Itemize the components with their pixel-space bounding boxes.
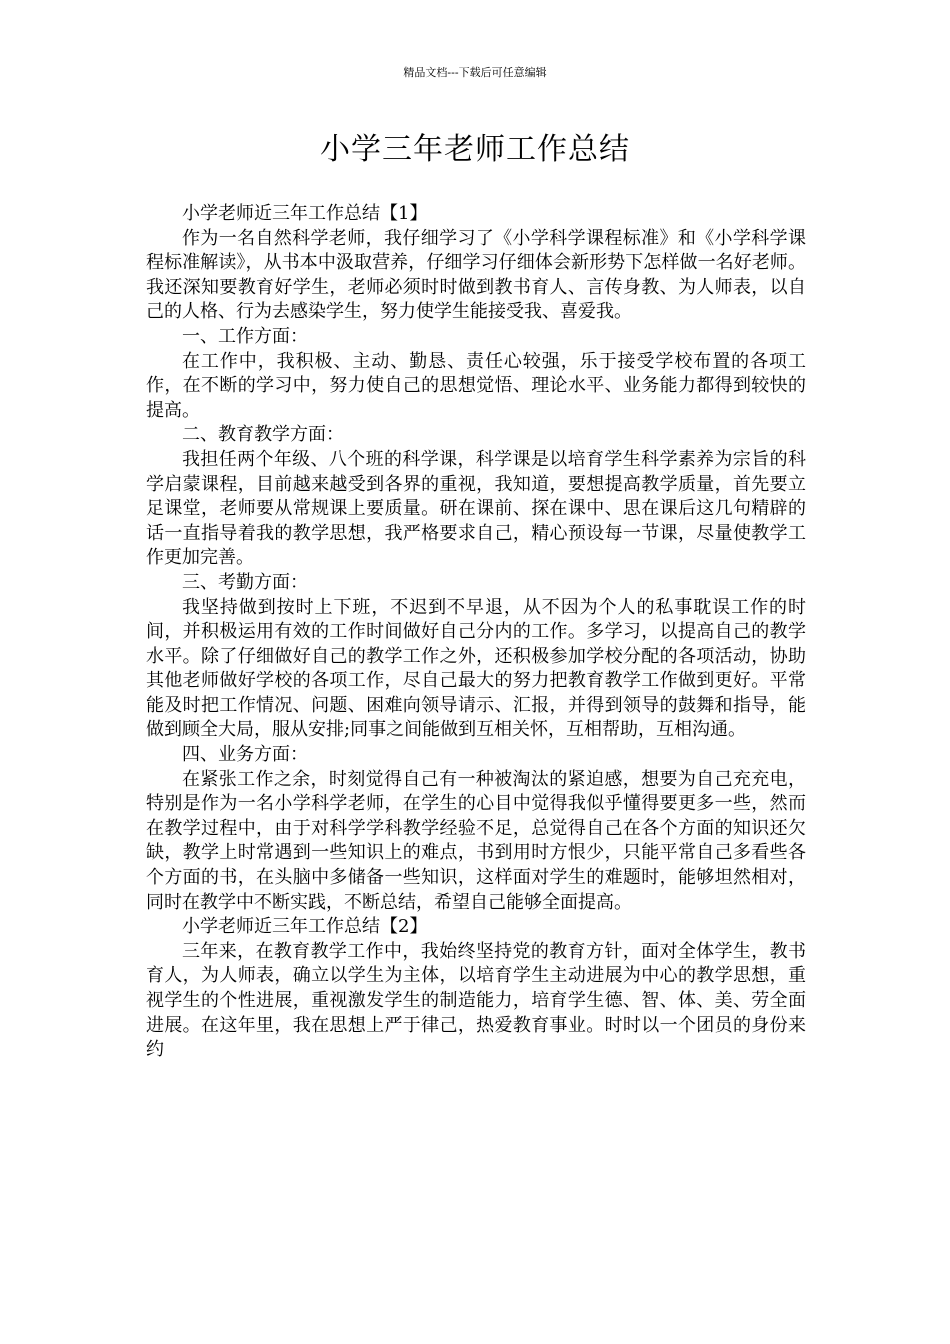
paragraph: 三年来，在教育教学工作中，我始终坚持党的教育方针，面对全体学生，教书育人，为人师表，确立以学生为主体，以培育学生主动进展为中心的教学思想，重视学生的个性进展，重视激发学生的制造能力，培育学生德、智、体、美、劳全面进展。在这年里，我在思想上严于律己，热爱教育事业。时时以一个团员的身份来约: [146, 940, 806, 1061]
paragraph: 作为一名自然科学老师，我仔细学习了《小学科学课程标准》和《小学科学课程标准解读》，从书本中汲取营养，仔细学习仔细体会新形势下怎样做一名好老师。我还深知要教育好学生，老师必须时时做到教书育人、言传身教、为人师表，以自己的人格、行为去感染学生，努力使学生能接受我、喜爱我。: [146, 227, 806, 323]
subsection-heading: 二、教育教学方面：: [182, 424, 344, 446]
paragraph: 我坚持做到按时上下班，不迟到不早退，从不因为个人的私事耽误工作的时间，并积极运用有效的工作时间做好自己分内的工作。多学习，以提高自己的教学水平。除了仔细做好自己的教学工作之外，还积极参加学校分配的各项活动，协助其他老师做好学校的各项工作，尽自己最大的努力把教育教学工作做到更好。平常能及时把工作情况、问题、困难向领导请示、汇报，并得到领导的鼓舞和指导，能做到顾全大局，服从安排;同事之间能做到互相关怀，互相帮助，互相沟通。: [146, 596, 806, 741]
section-heading: 小学老师近三年工作总结【1】: [182, 203, 428, 224]
subsection-heading: 一、工作方面：: [182, 325, 308, 347]
paragraph: 在工作中，我积极、主动、勤恳、责任心较强，乐于接受学校布置的各项工作，在不断的学习中，努力使自己的思想觉悟、理论水平、业务能力都得到较快的提高。: [146, 350, 806, 421]
section-heading: 小学老师近三年工作总结【2】: [182, 916, 428, 938]
page-title: 小学三年老师工作总结: [320, 132, 630, 167]
subsection-heading: 四、业务方面：: [182, 744, 308, 766]
subsection-heading: 三、考勤方面：: [182, 571, 308, 593]
document-body: [146, 202, 806, 1063]
header-note: 精品文档---下载后可任意编辑: [403, 66, 547, 79]
paragraph: 我担任两个年级、八个班的科学课，科学课是以培育学生科学素养为宗旨的科学启蒙课程，目前越来越受到各界的重视，我知道，要想提高教学质量，首先要立足课堂，老师要从常规课上要质量。研在课前、探在课中、思在课后这几句精辟的话一直指导着我的教学思想，我严格要求自己，精心预设每一节课，尽量使教学工作更加完善。: [146, 448, 806, 569]
paragraph: 在紧张工作之余，时刻觉得自己有一种被淘汰的紧迫感，想要为自己充充电，特别是作为一名小学科学老师，在学生的心目中觉得我似乎懂得要更多一些，然而在教学过程中，由于对科学学科教学经验不足，总觉得自己在各个方面的知识还欠缺，教学上时常遇到一些知识上的难点，书到用时方恨少，只能平常自己多看些各个方面的书，在头脑中多储备一些知识，这样面对学生的难题时，能够坦然相对，同时在教学中不断实践，不断总结，希望自己能够全面提高。: [146, 768, 806, 913]
